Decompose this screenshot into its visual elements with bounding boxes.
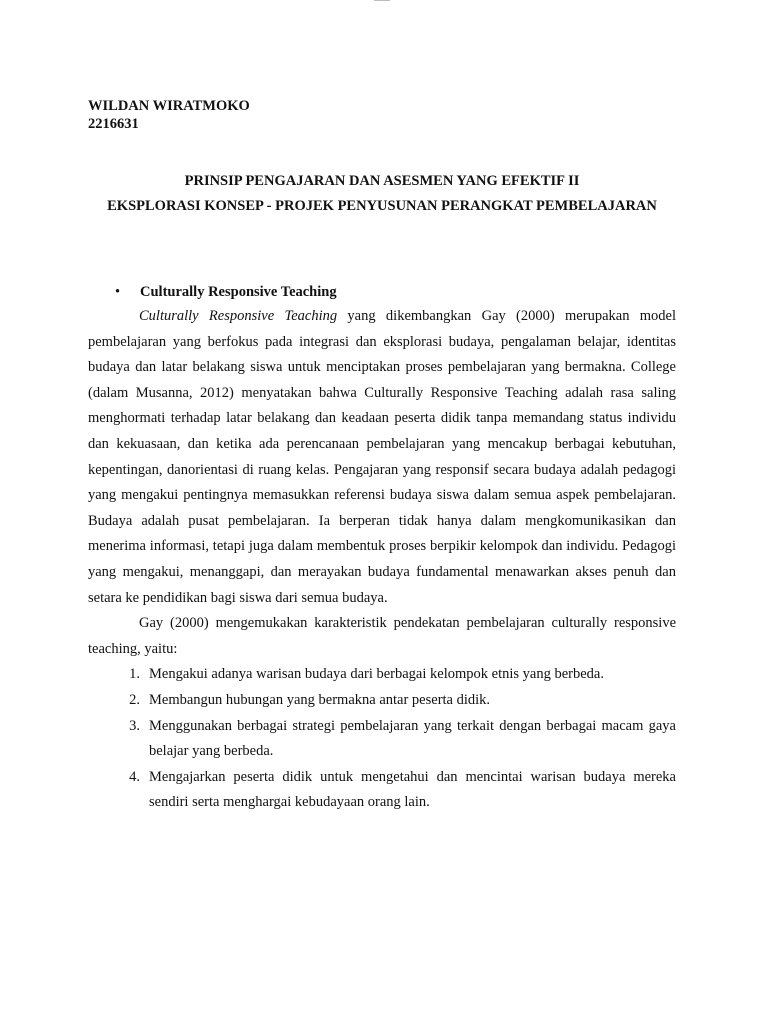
list-item-number: 1. [129,666,140,683]
list-item-text: Mengajarkan peserta didik untuk mengetahui dan mencintai warisan budaya mereka sendiri serta menghargai kebudayaan orang lain. [149,768,676,811]
section-culturally-responsive-teaching [88,282,676,816]
section-heading-label: Culturally Responsive Teaching [140,284,337,300]
paragraph-1 [88,304,676,611]
list-item [88,662,676,688]
bullet-icon: • [115,284,121,300]
author-name: WILDAN WIRATMOKO [88,98,250,114]
title-line-2: EKSPLORASI KONSEP - PROJEK PENYUSUNAN PERANGKAT PEMBELAJARAN [107,198,657,214]
paragraph-1-italic-term: Culturally Responsive Teaching [139,308,338,324]
characteristics-list [88,662,676,816]
list-item [88,765,676,816]
list-item [88,688,676,714]
list-item-number: 3. [129,717,140,734]
page-top-mark [374,0,390,1]
list-item [88,714,676,765]
list-item-number: 2. [129,691,140,708]
list-item-text: Mengakui adanya warisan budaya dari berbagai kelompok etnis yang berbeda. [149,666,604,683]
section-heading [88,282,676,304]
author-id: 2216631 [88,116,139,132]
list-item-text: Menggunakan berbagai strategi pembelajaran yang terkait dengan berbagai macam gaya belajar yang berbeda. [149,717,676,760]
paragraph-2: Gay (2000) mengemukakan karakteristik pendekatan pembelajaran culturally responsive teaching, yaitu: [88,615,676,657]
list-item-number: 4. [129,768,140,785]
list-item-text: Membangun hubungan yang bermakna antar peserta didik. [149,691,491,708]
title-line-1: PRINSIP PENGAJARAN DAN ASESMEN YANG EFEKTIF II [184,173,580,189]
author-block [88,97,250,133]
paragraph-1-text: yang dikembangkan Gay (2000) merupakan model pembelajaran yang berfokus pada integrasi dan eksplorasi budaya, pengalaman belajar, identitas budaya dan latar belakang siswa untuk menciptakan proses pembelajaran yang bermakna. College (dalam Musanna, 2012) menyatakan bahwa Culturally Responsive Teaching adalah rasa saling menghormati terhadap latar belakang dan keadaan peserta didik tanpa memandang status individu dan kekuasaan, dan ketika ada perencanaan pembelajaran yang mencakup berbagai kebutuhan, kepentingan, danorientasi di ruang kelas. Pengajaran yang responsif secara budaya adalah pedagogi yang mengakui pentingnya memasukkan referensi budaya siswa dalam semua aspek pembelajaran. Budaya adalah pusat pembelajaran. Ia berperan tidak hanya dalam mengkomunikasikan dan menerima informasi, tetapi juga dalam membentuk proses berpikir kelompok dan individu. Pedagogi yang mengakui, menanggapi, dan merayakan budaya fundamental menawarkan akses penuh dan setara ke pendidikan bagi siswa dari semua budaya. [88,308,676,606]
document-title [88,172,676,215]
